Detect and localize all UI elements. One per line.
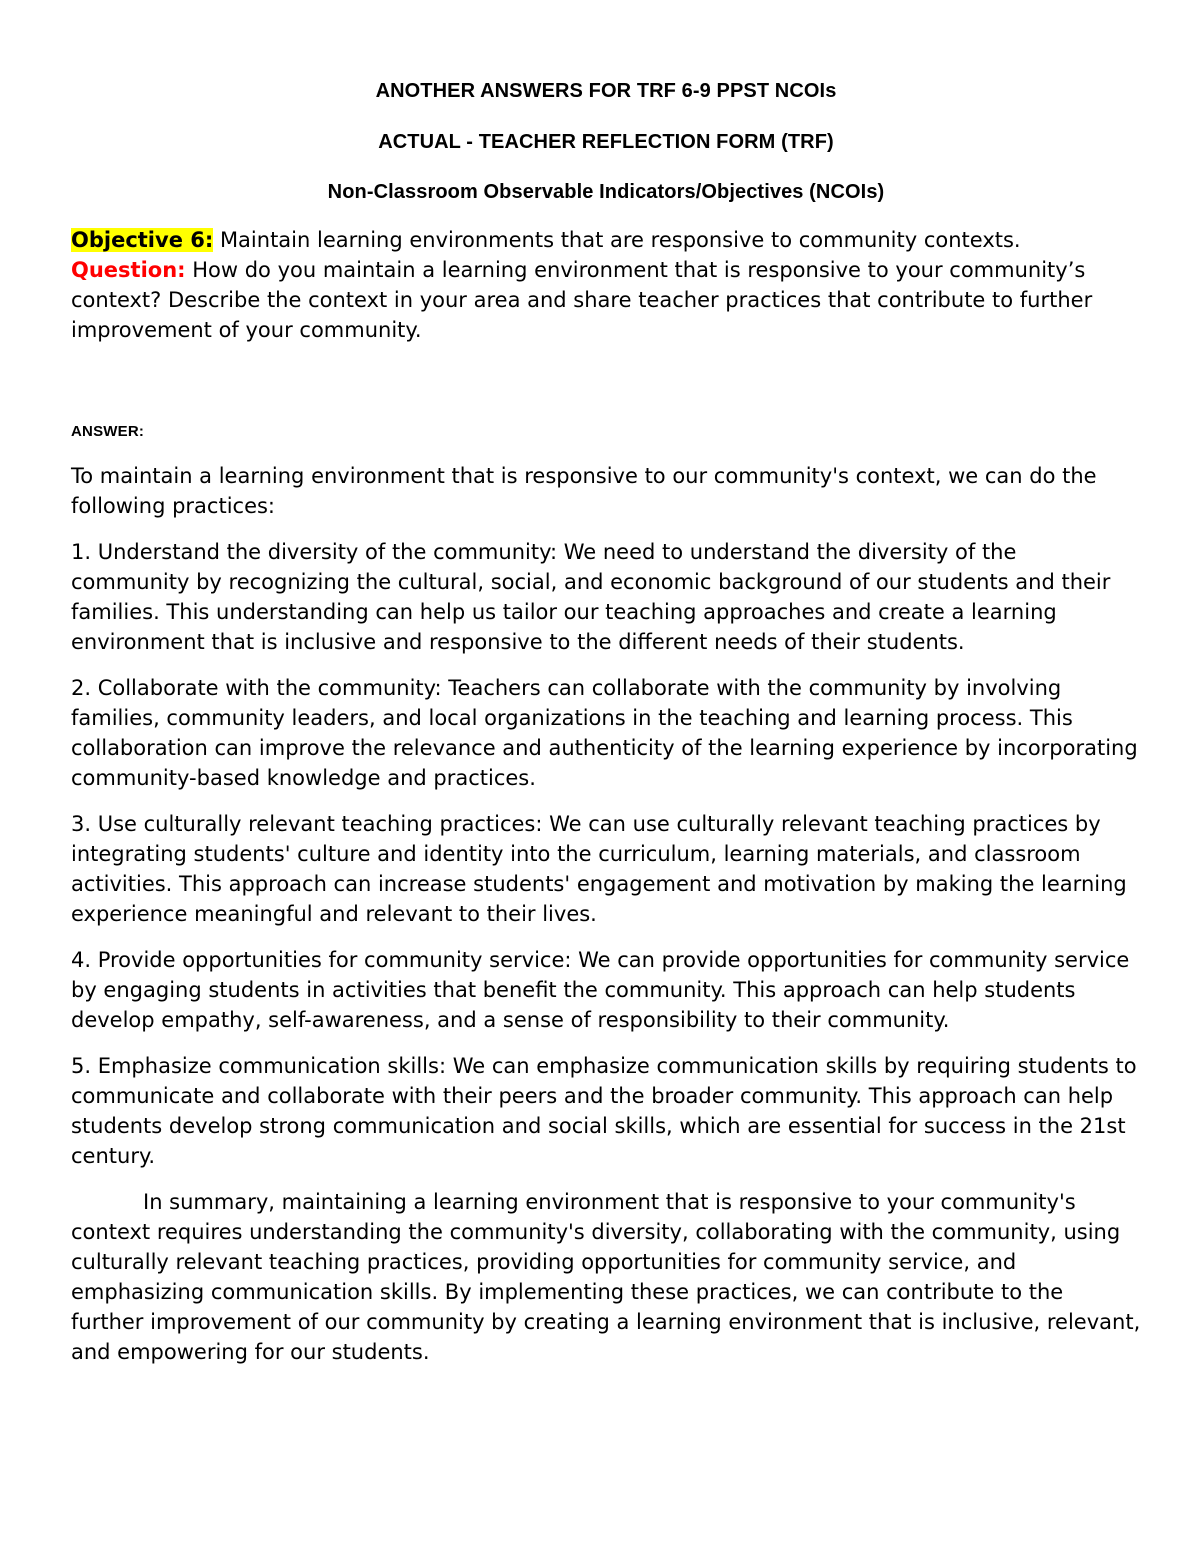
form-subtitle: Non-Classroom Observable Indicators/Objectives (NCOIs) (327, 181, 885, 203)
objective-paragraph (71, 225, 1141, 255)
answer-item-2: 2. Collaborate with the community: Teachers can collaborate with the community by involving families, community leaders, and local organizations in the teaching and learning process. This collaboration can improve the relevance and authenticity of the learning experience by incorporating community-based knowledge and practices. (71, 676, 1138, 790)
answer-intro: To maintain a learning environment that is responsive to our community's context, we can do the following practices: (71, 464, 1097, 518)
objective-label: Objective 6: (71, 228, 214, 252)
question-text: How do you maintain a learning environment that is responsive to your community’s context? Describe the context in your area and share teacher practices that contribute to further improvement of your community. (71, 258, 1093, 342)
objective-text: Maintain learning environments that are responsive to community contexts. (213, 228, 1021, 252)
objective-question-block (71, 225, 1141, 345)
document-title: ANOTHER ANSWERS FOR TRF 6-9 PPST NCOIs (375, 80, 837, 102)
answer-summary: In summary, maintaining a learning environment that is responsive to your community's context requires understanding the community's diversity, collaborating with the community, using culturally relevant teaching practices, providing opportunities for community service, and emphasizing communication skills. By implementing these practices, we can contribute to the further improvement of our community by creating a learning environment that is inclusive, relevant, and empowering for our students. (71, 1190, 1141, 1364)
answer-item-1: 1. Understand the diversity of the community: We need to understand the diversity of the community by recognizing the cultural, social, and economic background of our students and their families. This understanding can help us tailor our teaching approaches and create a learning environment that is inclusive and responsive to the different needs of their students. (71, 540, 1111, 654)
answer-item-5: 5. Emphasize communication skills: We can emphasize communication skills by requiring students to communicate and collaborate with their peers and the broader community. This approach can help students develop strong communication and social skills, which are essential for success in the 21st century. (71, 1054, 1137, 1168)
question-paragraph (71, 255, 1141, 345)
answer-item-4: 4. Provide opportunities for community service: We can provide opportunities for community service by engaging students in activities that benefit the community. This approach can help students develop empathy, self-awareness, and a sense of responsibility to their community. (71, 948, 1130, 1032)
answer-label: ANSWER: (71, 423, 145, 440)
form-title: ACTUAL - TEACHER REFLECTION FORM (TRF) (378, 131, 834, 153)
answer-body (71, 461, 1141, 1383)
answer-item-3: 3. Use culturally relevant teaching practices: We can use culturally relevant teaching practices by integrating students' culture and identity into the curriculum, learning materials, and classroom activities. This approach can increase students' engagement and motivation by making the learning experience meaningful and relevant to their lives. (71, 812, 1127, 926)
question-label: Question: (71, 258, 186, 282)
